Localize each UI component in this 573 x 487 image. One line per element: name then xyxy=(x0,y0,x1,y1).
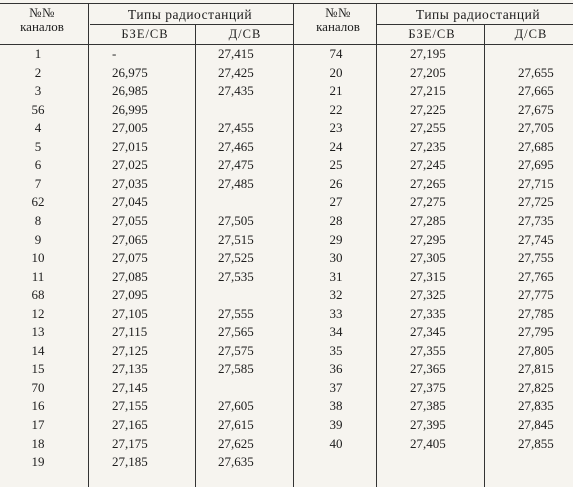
d-frequency: 27,705 xyxy=(518,120,554,136)
channel-number: 16 xyxy=(31,398,45,414)
table-row xyxy=(0,324,573,340)
bze-frequency: 27,165 xyxy=(112,417,148,432)
table-row xyxy=(0,250,573,266)
d-frequency: 27,625 xyxy=(218,435,254,451)
d-frequency: 27,655 xyxy=(518,64,554,80)
channel-number: 25 xyxy=(329,157,343,173)
channel-number: 28 xyxy=(329,212,343,228)
bze-frequency: 27,195 xyxy=(410,46,446,61)
channel-number: 1 xyxy=(34,46,42,61)
channel-number: 70 xyxy=(31,379,45,395)
left-col-bze-header: БЗЕ/СВ xyxy=(121,27,169,41)
bze-frequency: 27,125 xyxy=(112,342,148,358)
bze-frequency: 27,345 xyxy=(410,324,446,340)
left-types-underline xyxy=(90,24,293,25)
channel-number: 14 xyxy=(31,342,45,358)
channel-number: 27 xyxy=(329,194,343,210)
channel-number: 30 xyxy=(329,250,343,266)
table-row xyxy=(0,83,573,99)
table-row xyxy=(0,120,573,136)
d-frequency: 27,455 xyxy=(218,120,254,136)
d-frequency: 27,735 xyxy=(518,212,554,228)
bze-frequency: 27,295 xyxy=(410,231,446,247)
bze-frequency: 27,205 xyxy=(410,64,446,80)
channel-number: 74 xyxy=(329,46,343,61)
channel-number: 62 xyxy=(31,194,45,210)
d-frequency: 27,775 xyxy=(518,287,554,303)
left-types-header: Типы радиостанций xyxy=(127,7,253,22)
table-row xyxy=(0,157,573,173)
bze-frequency: 27,045 xyxy=(112,194,148,210)
table-row xyxy=(0,213,573,229)
right-types-header: Типы радиостанций xyxy=(415,7,541,22)
bze-frequency: 27,235 xyxy=(410,138,446,154)
channel-number: 21 xyxy=(329,83,343,99)
channel-number: 5 xyxy=(34,138,42,154)
channel-number: 13 xyxy=(31,324,45,340)
d-frequency: 27,535 xyxy=(218,268,254,284)
bze-frequency: 27,355 xyxy=(410,342,446,358)
channel-number: 12 xyxy=(31,305,45,321)
channel-number: 22 xyxy=(329,101,343,117)
bze-frequency: 27,005 xyxy=(112,120,148,136)
bze-frequency: 27,245 xyxy=(410,157,446,173)
d-frequency: 27,665 xyxy=(518,83,554,99)
channel-number: 19 xyxy=(31,454,45,470)
channel-number: 35 xyxy=(329,342,343,358)
channel-number: 24 xyxy=(329,138,343,154)
channel-number: 7 xyxy=(34,175,42,191)
bze-frequency: 27,185 xyxy=(112,454,148,470)
d-frequency: 27,555 xyxy=(218,305,254,321)
bze-frequency: 27,115 xyxy=(112,324,148,340)
bze-frequency: 27,085 xyxy=(112,268,148,284)
table-row xyxy=(0,436,573,452)
left-channels-header-line2: каналов xyxy=(20,19,64,34)
d-frequency: 27,435 xyxy=(218,83,254,99)
channel-number: 68 xyxy=(31,287,45,303)
table-row xyxy=(0,454,573,470)
bze-frequency: 27,375 xyxy=(410,379,446,395)
channel-number: 9 xyxy=(34,231,42,247)
bze-frequency: 27,055 xyxy=(112,212,148,228)
right-col-d-header: Д/СВ xyxy=(514,27,548,41)
channel-number: 36 xyxy=(329,361,343,377)
channel-number: 18 xyxy=(31,435,45,451)
table-row xyxy=(0,343,573,359)
channel-number: 31 xyxy=(329,268,343,284)
d-frequency: 27,825 xyxy=(518,379,554,395)
d-frequency: 27,605 xyxy=(218,398,254,414)
channel-number: 15 xyxy=(31,361,45,377)
header-bottom-rule xyxy=(0,44,573,45)
bze-frequency: 27,385 xyxy=(410,398,446,414)
channel-number: 11 xyxy=(31,268,45,284)
d-frequency: 27,515 xyxy=(218,231,254,247)
channel-number: 2 xyxy=(34,64,42,80)
channel-number: 38 xyxy=(329,398,343,414)
d-frequency: 27,795 xyxy=(518,324,554,340)
channel-number: 10 xyxy=(31,250,45,266)
d-frequency: 27,415 xyxy=(218,46,254,61)
bze-frequency: 27,065 xyxy=(112,231,148,247)
bze-frequency: 27,365 xyxy=(410,361,446,377)
d-frequency: 27,815 xyxy=(518,361,554,377)
bze-frequency: 27,135 xyxy=(112,361,148,377)
channel-number: 20 xyxy=(329,64,343,80)
channel-number: 23 xyxy=(329,120,343,136)
d-frequency: 27,785 xyxy=(518,305,554,321)
bze-frequency: 27,265 xyxy=(410,175,446,191)
bze-frequency: 27,225 xyxy=(410,101,446,117)
bze-frequency: 27,175 xyxy=(112,435,148,451)
channel-number: 3 xyxy=(34,83,42,99)
channel-number: 29 xyxy=(329,231,343,247)
table-row xyxy=(0,398,573,414)
table-row xyxy=(0,65,573,81)
header-top-rule xyxy=(0,3,573,4)
bze-frequency: 26,995 xyxy=(112,101,148,117)
bze-frequency: 27,215 xyxy=(410,83,446,99)
bze-frequency: 27,075 xyxy=(112,250,148,266)
table-row xyxy=(0,176,573,192)
bze-frequency: 27,285 xyxy=(410,212,446,228)
d-frequency: 27,635 xyxy=(218,454,254,470)
bze-frequency: 27,395 xyxy=(410,417,446,432)
d-frequency: 27,855 xyxy=(518,435,554,451)
channel-number: 17 xyxy=(31,417,45,432)
d-frequency: 27,565 xyxy=(218,324,254,340)
channel-number: 33 xyxy=(329,305,343,321)
d-frequency: 27,485 xyxy=(218,175,254,191)
table-row xyxy=(0,269,573,285)
channel-number: 26 xyxy=(329,175,343,191)
channel-number: 32 xyxy=(329,287,343,303)
table-row xyxy=(0,306,573,322)
table-row xyxy=(0,46,573,62)
channel-number: 34 xyxy=(329,324,343,340)
bze-frequency: 27,095 xyxy=(112,287,148,303)
table-row xyxy=(0,380,573,396)
d-frequency: 27,525 xyxy=(218,250,254,266)
bze-frequency: 27,145 xyxy=(112,379,148,395)
d-frequency: 27,475 xyxy=(218,157,254,173)
table-row xyxy=(0,194,573,210)
channel-number: 6 xyxy=(34,157,42,173)
d-frequency: 27,765 xyxy=(518,268,554,284)
bze-frequency: 27,025 xyxy=(112,157,148,173)
right-channels-header xyxy=(298,6,378,34)
bze-frequency: 27,335 xyxy=(410,305,446,321)
table-row xyxy=(0,232,573,248)
bze-frequency: 27,015 xyxy=(112,138,148,154)
bze-frequency: 26,975 xyxy=(112,64,148,80)
channel-number: 4 xyxy=(34,120,42,136)
bze-frequency: 27,035 xyxy=(112,175,148,191)
d-frequency: 27,715 xyxy=(518,175,554,191)
bze-frequency: 27,405 xyxy=(410,435,446,451)
bze-frequency: 27,315 xyxy=(410,268,446,284)
table-row xyxy=(0,139,573,155)
bze-frequency: 27,155 xyxy=(112,398,148,414)
d-frequency: 27,755 xyxy=(518,250,554,266)
d-frequency: 27,835 xyxy=(518,398,554,414)
table-row xyxy=(0,287,573,303)
d-frequency: 27,615 xyxy=(218,417,254,432)
right-channels-header-line2: каналов xyxy=(316,19,360,34)
d-frequency: 27,685 xyxy=(518,138,554,154)
right-types-underline xyxy=(376,24,573,25)
bze-frequency: - xyxy=(112,46,117,61)
d-frequency: 27,425 xyxy=(218,64,254,80)
d-frequency: 27,745 xyxy=(518,231,554,247)
d-frequency: 27,585 xyxy=(218,361,254,377)
channel-number: 37 xyxy=(329,379,343,395)
left-col-d-header: Д/СВ xyxy=(228,27,262,41)
left-channels-header-line1: №№ xyxy=(29,5,55,20)
right-channels-header-line1: №№ xyxy=(325,5,351,20)
table-row xyxy=(0,417,573,433)
d-frequency: 27,675 xyxy=(518,101,554,117)
table-row xyxy=(0,361,573,377)
left-channels-header xyxy=(2,6,82,34)
channel-number: 40 xyxy=(329,435,343,451)
channel-number: 8 xyxy=(34,212,42,228)
bze-frequency: 27,105 xyxy=(112,305,148,321)
channel-number: 56 xyxy=(31,101,45,117)
channel-number: 39 xyxy=(329,417,343,432)
d-frequency: 27,725 xyxy=(518,194,554,210)
bze-frequency: 26,985 xyxy=(112,83,148,99)
d-frequency: 27,845 xyxy=(518,417,554,432)
d-frequency: 27,465 xyxy=(218,138,254,154)
bze-frequency: 27,305 xyxy=(410,250,446,266)
d-frequency: 27,805 xyxy=(518,342,554,358)
d-frequency: 27,575 xyxy=(218,342,254,358)
bze-frequency: 27,275 xyxy=(410,194,446,210)
right-col-bze-header: БЗЕ/СВ xyxy=(408,27,456,41)
table-row xyxy=(0,102,573,118)
bze-frequency: 27,255 xyxy=(410,120,446,136)
bze-frequency: 27,325 xyxy=(410,287,446,303)
d-frequency: 27,695 xyxy=(518,157,554,173)
d-frequency: 27,505 xyxy=(218,212,254,228)
